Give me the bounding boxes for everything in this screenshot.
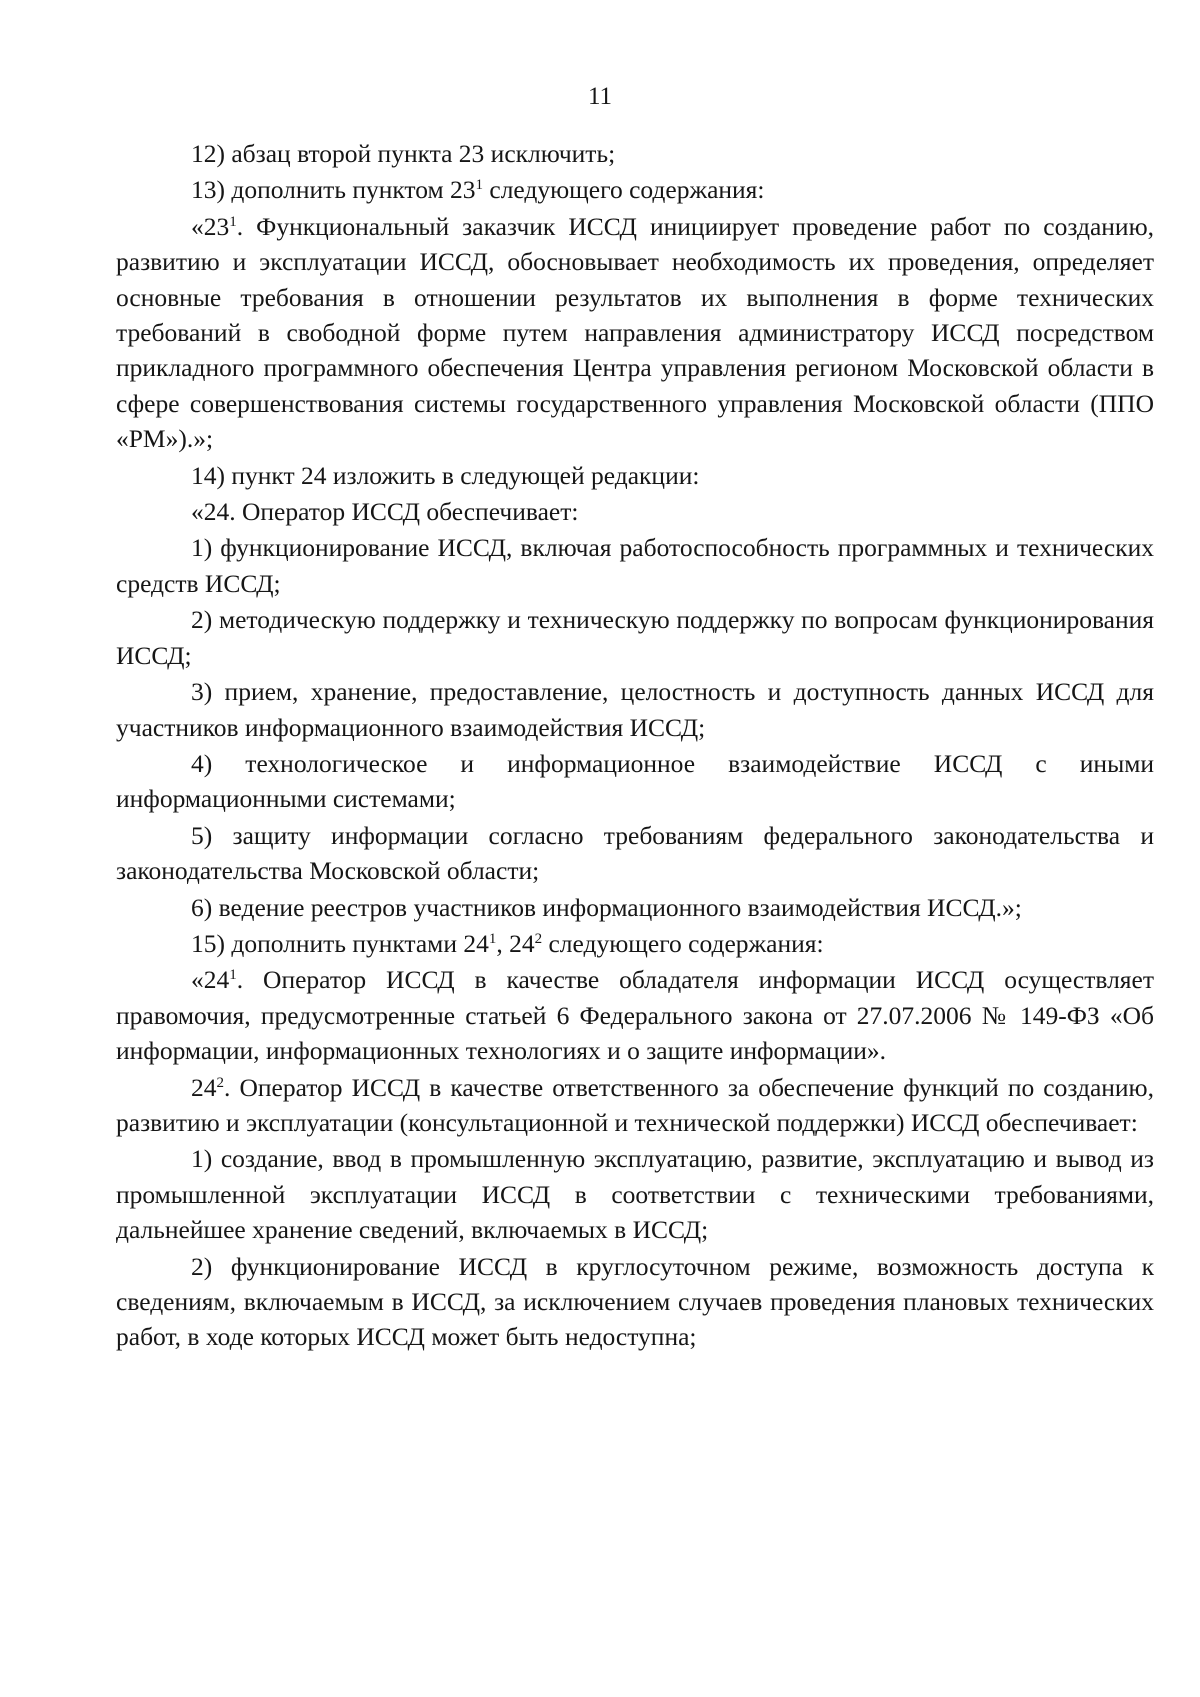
superscript-index: 2 [216, 1074, 224, 1091]
paragraph-clause-24-2-sub-1: 1) создание, ввод в промышленную эксплуатацию, развитие, эксплуатацию и вывод из промышленной эксплуатации ИССД в соответствии с техническими требованиями, дальнейшее хранение сведений, включаемых в ИССД; [116, 1144, 1154, 1245]
superscript-index: 1 [488, 930, 497, 947]
paragraph-clause-24-sub-6: 6) ведение реестров участников информационного взаимодействия ИССД.»; [191, 892, 1022, 922]
paragraph-clause-24-sub-4: 4) технологическое и информационное взаимодействие ИССД с иными информационными системами; [116, 748, 1154, 814]
document-body [116, 136, 1154, 1355]
paragraph-clause-24-sub-1: 1) функционирование ИССД, включая работоспособность программных и технических средств ИССД; [116, 533, 1154, 598]
paragraph-clause-24-2-sub-2: 2) функционирование ИССД в круглосуточном режиме, возможность доступа к сведениям, включаемым в ИССД, за исключением случаев проведения плановых технических работ, в ходе которых ИССД может быть недоступна; [116, 1251, 1154, 1352]
superscript-index: 1 [229, 213, 237, 230]
paragraph-item-14: 14) пункт 24 изложить в следующей редакции: [191, 460, 700, 490]
page-number: 11 [587, 83, 613, 110]
paragraph-clause-24-2: $24^2$. Оператор ИССД в качестве ответственного за обеспечение функций по созданию, развитию и эксплуатации (консультационной и технической поддержки) ИССД обеспечивает: [116, 1072, 1154, 1137]
paragraph-clause-24-sub-5: 5) защиту информации согласно требованиям федерального законодательства и законодательства Московской области; [116, 820, 1154, 886]
superscript-index: 1 [229, 967, 237, 984]
paragraph-item-12: 12) абзац второй пункта 23 исключить; [191, 139, 616, 168]
paragraph-clause-23-1: «$23^1$. Функциональный заказчик ИССД инициирует проведение работ по созданию, развитию и эксплуатации ИССД, обосновывает необходимость их проведения, определяет основные требования в отношении результатов их выполнения в форме технических требований в свободной форме путем направления администратору ИССД посредством прикладного программного обеспечения Центра управления регионом Московской области в сфере совершенствования системы государственного управления Московской области (ППО «РМ»).»; [116, 211, 1154, 454]
superscript-index: 1 [475, 177, 483, 194]
paragraph-item-13: 13) дополнить пунктом $23^1$ следующего содержания: [191, 175, 765, 205]
paragraph-clause-24-sub-2: 2) методическую поддержку и техническую поддержку по вопросам функционирования ИССД; [116, 605, 1154, 670]
paragraph-clause-24: «24. Оператор ИССД обеспечивает: [191, 497, 579, 527]
superscript-index: 2 [534, 930, 543, 947]
paragraph-clause-24-sub-3: 3) прием, хранение, предоставление, целостность и доступность данных ИССД для участников информационного взаимодействия ИССД; [116, 677, 1154, 742]
paragraph-clause-24-1: «$24^1$. Оператор ИССД в качестве обладателя информации ИССД осуществляет правомочия, предусмотренные статьей 6 Федерального закона от 27.07.2006 № 149-ФЗ «Об информации, информационных технологиях и о защите информации». [116, 965, 1154, 1066]
paragraph-item-15: 15) дополнить пунктами $24^1$, $24^2$ следующего содержания: [191, 928, 824, 958]
